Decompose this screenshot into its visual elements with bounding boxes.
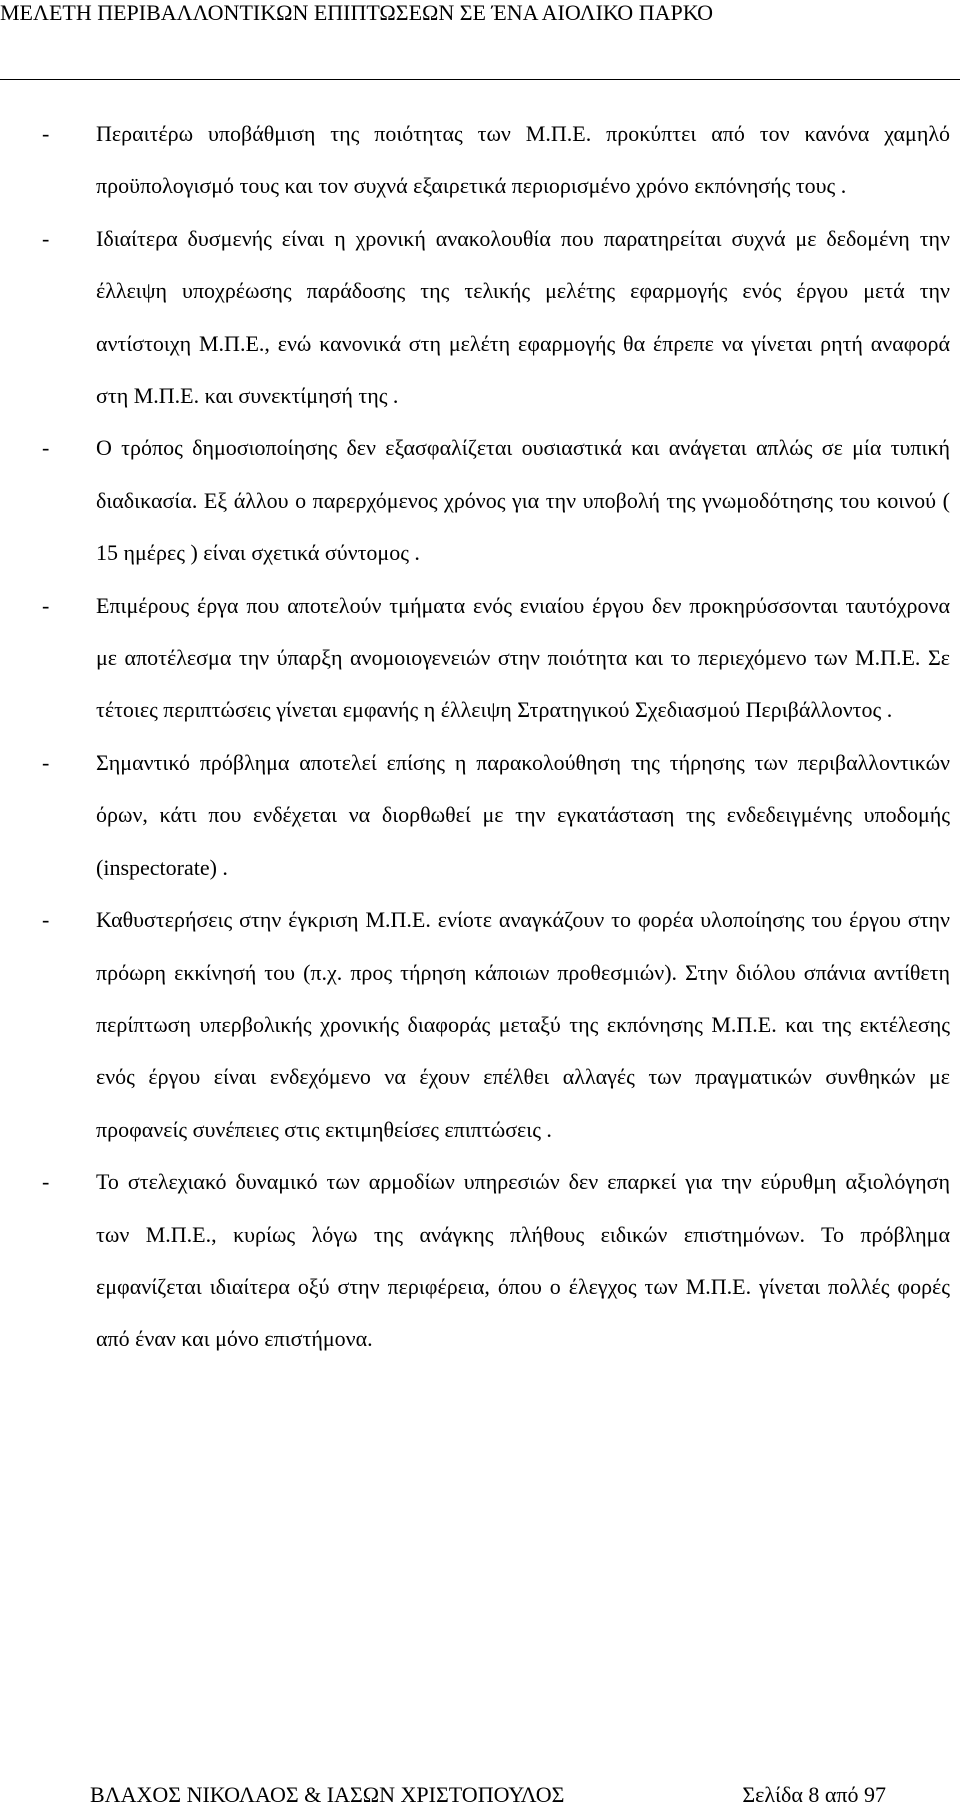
page-number: Σελίδα 8 από 97 bbox=[742, 1782, 886, 1807]
header-divider bbox=[0, 79, 960, 80]
bullet-dash: - bbox=[42, 1169, 50, 1195]
list-item-text: Ιδιαίτερα δυσμενής είναι η χρονική ανακολουθία που παρατηρείται συχνά με δεδομένη την έλλειψη υποχρέωσης παράδοσης της τελικής μελέτης εφαρμογής ενός έργου μετά την αντίστοιχη Μ.Π.Ε., ενώ κανονικά στη μελέτη εφαρμογής θα έπρεπε να γίνεται ρητή αναφορά στη Μ.Π.Ε. και συνεκτίμησή της . bbox=[96, 225, 950, 409]
body-text bbox=[0, 108, 960, 1366]
list-item-text: Περαιτέρω υποβάθμιση της ποιότητας των Μ.Π.Ε. προκύπτει από τον κανόνα χαμηλό προϋπολογισμό τους και τον συχνά εξαιρετικά περιορισμένο χρόνο εκπόνησής τους . bbox=[96, 121, 950, 199]
list-item bbox=[42, 213, 950, 423]
list-item-text: Σημαντικό πρόβλημα αποτελεί επίσης η παρακολούθηση της τήρησης των περιβαλλοντικών όρων, κάτι που ενδέχεται να διορθωθεί με την εγκατάσταση της ενδεδειγμένης υποδομής (inspectorate) . bbox=[96, 749, 950, 880]
list-item bbox=[42, 108, 950, 213]
list-item bbox=[42, 894, 950, 1156]
list-item bbox=[42, 580, 950, 737]
list-item bbox=[42, 422, 950, 579]
bullet-dash: - bbox=[42, 907, 50, 933]
bullet-dash: - bbox=[42, 435, 50, 461]
list-item bbox=[42, 1156, 950, 1366]
list-item-text: Ο τρόπος δημοσιοποίησης δεν εξασφαλίζεται ουσιαστικά και ανάγεται απλώς σε μία τυπική διαδικασία. Εξ άλλου ο παρερχόμενος χρόνος για την υποβολή της γνωμοδότησης του κοινού ( 15 ημέρες ) είναι σχετικά σύντομος . bbox=[96, 435, 950, 566]
list-item-text: Το στελεχιακό δυναμικό των αρμοδίων υπηρεσιών δεν επαρκεί για την εύρυθμη αξιολόγηση των Μ.Π.Ε., κυρίως λόγω της ανάγκης πλήθους ειδικών επιστημόνων. Το πρόβλημα εμφανίζεται ιδιαίτερα οξύ στην περιφέρεια, όπου ο έλεγχος των Μ.Π.Ε. γίνεται πολλές φορές από έναν και μόνο επιστήμονα. bbox=[96, 1169, 950, 1352]
header-title: ΜΕΛΕΤΗ ΠΕΡΙΒΑΛΛΟΝΤΙΚΩΝ ΕΠΙΠΤΩΣΕΩΝ ΣΕ ΈΝΑ ΑΙΟΛΙΚΟ ΠΑΡΚΟ bbox=[0, 0, 713, 25]
list-item-text: Επιμέρους έργα που αποτελούν τμήματα ενός ενιαίου έργου δεν προκηρύσσονται ταυτόχρονα με αποτέλεσμα την ύπαρξη ανομοιογενειών στην ποιότητα και το περιεχόμενο των Μ.Π.Ε. Σε τέτοιες περιπτώσεις γίνεται εμφανής η έλλειψη Στρατηγικού Σχεδιασμού Περιβάλλοντος . bbox=[96, 592, 950, 723]
list-item bbox=[42, 737, 950, 894]
bullet-dash: - bbox=[42, 592, 50, 618]
running-header bbox=[0, 0, 960, 26]
bullet-dash: - bbox=[42, 121, 50, 146]
footer-authors: ΒΛΑΧΟΣ ΝΙΚΟΛΑΟΣ & ΙΑΣΩΝ ΧΡΙΣΤΟΠΟΥΛΟΣ bbox=[90, 1782, 565, 1807]
list-item-text: Καθυστερήσεις στην έγκριση Μ.Π.Ε. ενίοτε αναγκάζουν το φορέα υλοποίησης του έργου στην πρόωρη εκκίνησή του (π.χ. προς τήρηση κάποιων προθεσμιών). Στην διόλου σπάνια αντίθετη περίπτωση υπερβολικής χρονικής διαφοράς μεταξύ της εκπόνησης Μ.Π.Ε. και της εκτέλεσης ενός έργου είναι ενδεχόμενο να έχουν επέλθει αλλαγές των πραγματικών συνθηκών με προφανείς συνέπειες στις εκτιμηθείσες επιπτώσεις . bbox=[96, 907, 950, 1142]
bullet-dash: - bbox=[42, 749, 50, 775]
bullet-dash: - bbox=[42, 225, 50, 251]
